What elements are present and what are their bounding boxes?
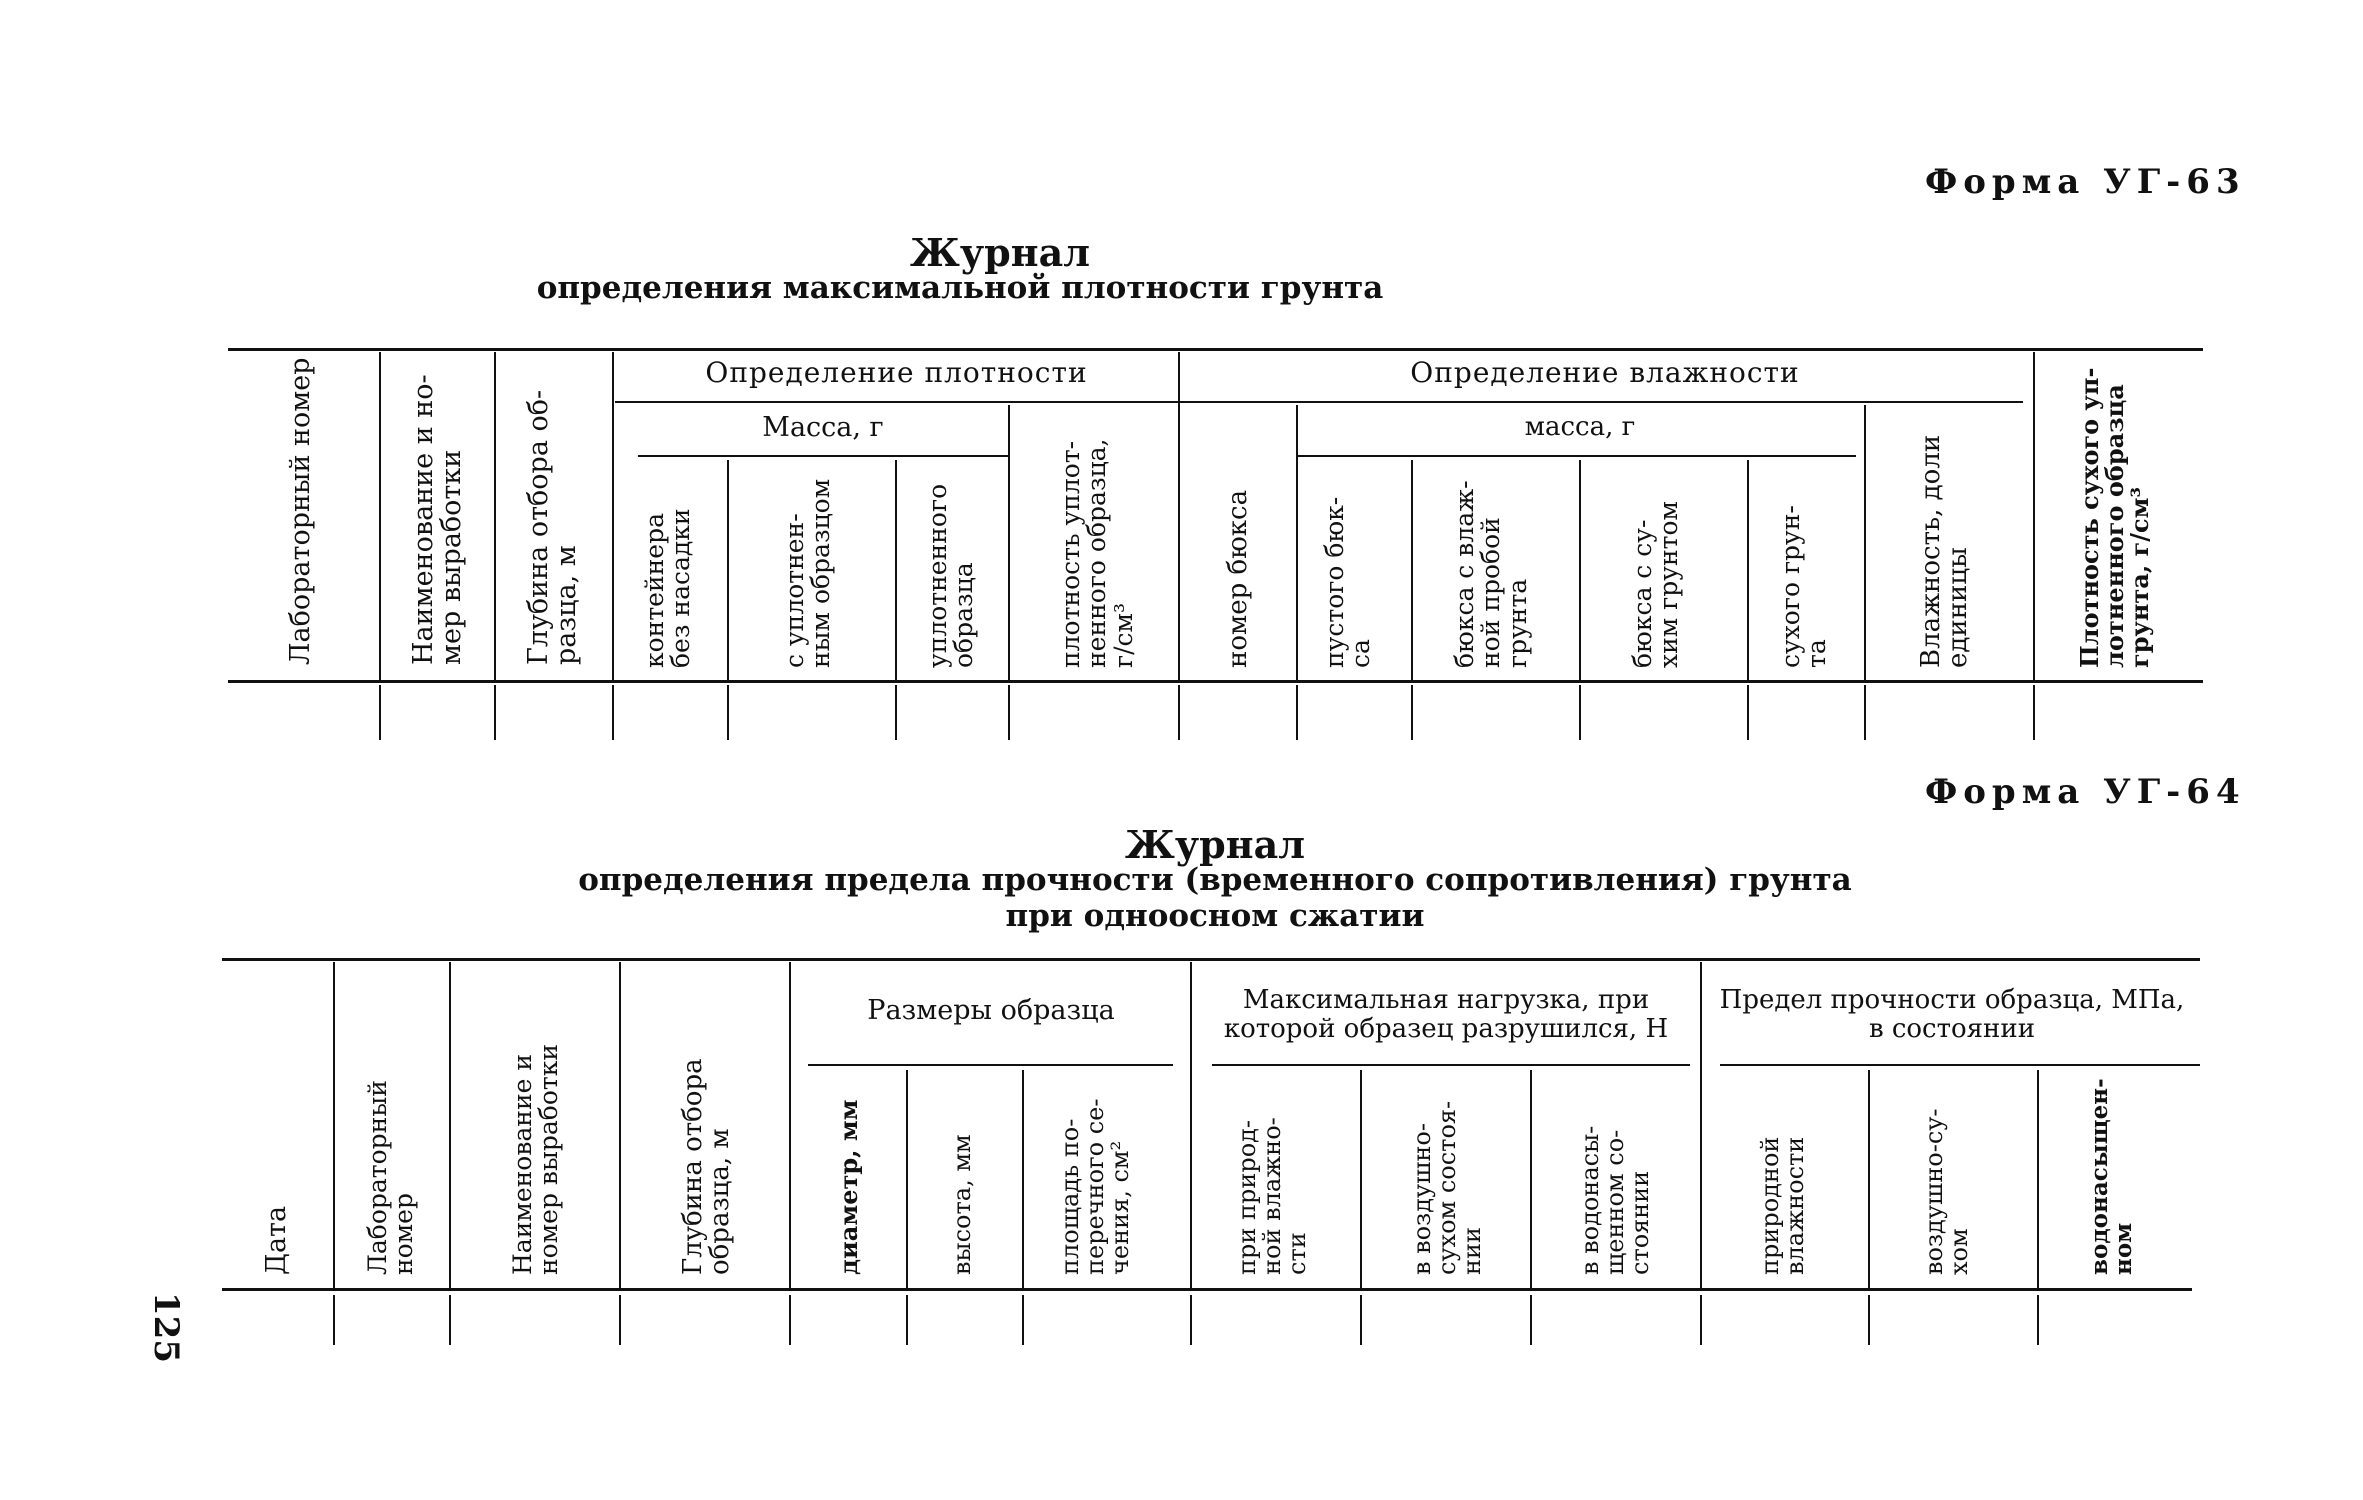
subgroup-mass2-header: масса, г [1524, 412, 1636, 442]
body-divider [333, 1295, 335, 1345]
col-with-sample [782, 479, 835, 668]
col-str-air-line: воздушно-су- [1920, 1108, 1948, 1275]
col-divider [333, 962, 335, 1288]
journal-subtitle: определения предела прочности (временного сопротивления) грунта [578, 862, 1852, 898]
col-compacted-line: уплотненного [923, 483, 952, 668]
body-divider [1008, 685, 1010, 740]
col-container [642, 508, 695, 668]
body-divider [727, 685, 729, 740]
col-box-wet [1452, 480, 1531, 668]
col-area-line: перечного се- [1081, 1098, 1110, 1275]
col-name-line: номер выработки [534, 1043, 564, 1275]
col-depth [525, 390, 582, 665]
col-str-sat-line: ном [2110, 1222, 2138, 1275]
col-load-sat-line: стоянии [1626, 1170, 1655, 1275]
form-label: Форма УГ-64 [1925, 772, 2246, 812]
col-str-sat-line: водонасыщен- [2086, 1078, 2113, 1275]
body-divider [906, 1295, 908, 1345]
col-dry-density [2077, 368, 2153, 668]
journal-title: Журнал [910, 230, 1090, 275]
col-lab-number [287, 357, 315, 665]
col-divider [727, 460, 729, 680]
col-divider [1530, 1070, 1532, 1288]
col-str-natural [1758, 1137, 1808, 1275]
col-empty-box-line: пустого бюк- [1320, 496, 1349, 668]
col-dry-density-line: лотненного образца [2100, 384, 2130, 668]
col-name-line: Наименование и но- [408, 374, 439, 665]
col-depth-line: разца, м [551, 545, 583, 665]
col-load-sat-line: в водонасы- [1576, 1125, 1604, 1275]
col-divider [379, 352, 381, 680]
col-divider [1579, 460, 1581, 680]
col-with-sample-line: ным образцом [806, 478, 836, 668]
body-divider [612, 685, 614, 740]
table-top-rule [228, 348, 2203, 351]
col-str-sat [2088, 1078, 2136, 1275]
col-box-number-text: номер бюкса [1223, 489, 1253, 668]
body-divider [789, 1295, 791, 1345]
col-box-number [1225, 490, 1252, 668]
col-divider [1022, 1070, 1024, 1288]
col-with-sample-line: с уплотнен- [780, 513, 809, 668]
table-header-rule [222, 1288, 2192, 1291]
col-load-natural-line: сти [1283, 1232, 1312, 1275]
col-lab-line: номер [389, 1193, 419, 1275]
col-dry-soil [1778, 505, 1831, 668]
body-divider [1747, 685, 1749, 740]
col-moisture [1918, 435, 1973, 668]
col-depth-line: Глубина отбора об- [523, 389, 554, 665]
col-density-line: плотность уплот- [1056, 440, 1085, 668]
col-density-line: ненного образца, [1082, 438, 1112, 668]
col-box-dry [1630, 501, 1683, 668]
col-divider [895, 460, 897, 680]
col-diameter [836, 1099, 861, 1275]
col-divider [2037, 1070, 2039, 1288]
col-divider [1296, 405, 1298, 680]
col-depth [680, 1058, 735, 1275]
col-load-natural-line: при природ- [1233, 1119, 1261, 1275]
col-empty-box [1322, 497, 1375, 668]
col-lab-line: Лабораторный [363, 1080, 392, 1275]
group-load-header [1192, 986, 1700, 1043]
body-divider [1190, 1295, 1192, 1345]
col-name [510, 1044, 563, 1275]
group-load-line: которой образец разрушился, Н [1223, 1013, 1669, 1044]
col-load-air-line: в воздушно- [1408, 1123, 1436, 1275]
col-box-wet-line: грунта [1502, 578, 1532, 668]
col-divider [1411, 460, 1413, 680]
col-moisture-line: Влажность, доли [1916, 434, 1946, 668]
group-rule-load [1212, 1064, 1690, 1066]
col-load-natural [1235, 1117, 1311, 1275]
col-date [263, 1206, 291, 1275]
body-divider [1700, 1295, 1702, 1345]
body-divider [1178, 685, 1180, 740]
group-rule-sizes [808, 1064, 1173, 1066]
col-divider [789, 962, 791, 1288]
col-divider [1178, 352, 1180, 680]
body-divider [1022, 1295, 1024, 1345]
body-divider [1530, 1295, 1532, 1345]
group-rule-strength [1720, 1064, 2200, 1066]
col-dry-density-line: грунта, г/см³ [2125, 487, 2155, 668]
col-area-line: площадь по- [1056, 1118, 1084, 1275]
col-name-line: мер выработки [436, 449, 468, 665]
group-load-line: Максимальная нагрузка, при [1242, 985, 1650, 1015]
col-name-line: Наименование и [508, 1053, 537, 1275]
col-str-air [1922, 1109, 1972, 1276]
col-divider [1360, 1070, 1362, 1288]
col-divider [1008, 405, 1010, 680]
form-label: Форма УГ-63 [1925, 162, 2246, 202]
col-diameter-text: диаметр, мм [834, 1099, 863, 1275]
col-load-sat-line: щенном со- [1601, 1129, 1630, 1275]
col-density-line: г/см³ [1108, 603, 1138, 668]
group-sizes-header: Размеры образца [867, 995, 1115, 1026]
col-area-line: чения, см² [1106, 1140, 1135, 1275]
col-box-wet-line: ной пробой [1476, 517, 1506, 668]
col-compacted [925, 484, 978, 668]
col-divider [449, 962, 451, 1288]
body-divider [1411, 685, 1413, 740]
table-top-rule [222, 958, 2200, 961]
col-empty-box-line: са [1346, 639, 1376, 668]
col-divider [2033, 352, 2035, 680]
col-box-dry-line: бюкса с су- [1628, 519, 1657, 668]
group-density-header: Определение плотности [705, 356, 1088, 389]
col-dry-soil-line: та [1802, 639, 1832, 668]
body-divider [2033, 685, 2035, 740]
col-divider [1864, 405, 1866, 680]
col-box-wet-line: бюкса с влаж- [1450, 480, 1479, 668]
group-strength-line: в состоянии [1868, 1013, 2036, 1044]
table-header-rule [228, 680, 2203, 683]
col-lab [365, 1080, 418, 1275]
col-str-natural-line: влажности [1781, 1136, 1810, 1275]
body-divider [1864, 685, 1866, 740]
col-load-air-line: нии [1458, 1227, 1487, 1275]
col-compacted-line: образца [949, 562, 979, 668]
col-divider [906, 1070, 908, 1288]
body-divider [449, 1295, 451, 1345]
col-container-line: контейнера [640, 513, 669, 668]
col-divider [494, 352, 496, 680]
journal-subtitle: при одноосном сжатии [1005, 898, 1425, 934]
body-divider [895, 685, 897, 740]
col-moisture-line: единицы [1943, 547, 1974, 668]
col-str-natural-line: природной [1756, 1136, 1784, 1275]
page-number: 125 [146, 1292, 186, 1363]
journal-subtitle: определения максимальной плотности грунта [536, 270, 1384, 306]
col-container-line: без насадки [666, 508, 696, 668]
col-depth-line: Глубина отбора [678, 1058, 708, 1275]
body-divider [1868, 1295, 1870, 1345]
col-load-sat [1578, 1126, 1654, 1275]
col-height [950, 1134, 975, 1275]
body-divider [1296, 685, 1298, 740]
col-str-air-line: хом [1945, 1228, 1974, 1275]
subgroup-rule-mass2 [1296, 455, 1856, 457]
subgroup-rule-mass [638, 455, 1008, 457]
col-box-dry-line: хим грунтом [1654, 501, 1684, 668]
group-strength-header [1702, 986, 2202, 1043]
body-divider [1579, 685, 1581, 740]
col-dry-soil-line: сухого грун- [1776, 505, 1805, 668]
col-lab-number-text: Лабораторный номер [285, 357, 316, 665]
subgroup-mass-header: Масса, г [762, 412, 884, 443]
col-dry-density-line: Плотность сухого уп- [2075, 367, 2104, 668]
col-load-air-line: сухом состоя- [1433, 1100, 1462, 1275]
journal-title: Журнал [1125, 822, 1305, 867]
body-divider [619, 1295, 621, 1345]
group-rule [615, 401, 2023, 403]
body-divider [2037, 1295, 2039, 1345]
body-divider [379, 685, 381, 740]
col-depth-line: образца, м [705, 1128, 736, 1275]
group-moisture-header: Определение влажности [1410, 356, 1800, 389]
col-load-natural-line: ной влажно- [1258, 1117, 1287, 1275]
col-divider [612, 352, 614, 680]
col-load-air [1410, 1101, 1486, 1275]
col-divider [1747, 460, 1749, 680]
col-area [1058, 1099, 1134, 1275]
col-divider [619, 962, 621, 1288]
col-date-text: Дата [261, 1205, 292, 1275]
col-density [1058, 438, 1137, 668]
body-divider [494, 685, 496, 740]
col-divider [1868, 1070, 1870, 1288]
group-strength-line: Предел прочности образца, МПа, [1719, 985, 2185, 1015]
col-name [410, 374, 467, 665]
col-height-text: высота, мм [948, 1134, 976, 1275]
body-divider [1360, 1295, 1362, 1345]
